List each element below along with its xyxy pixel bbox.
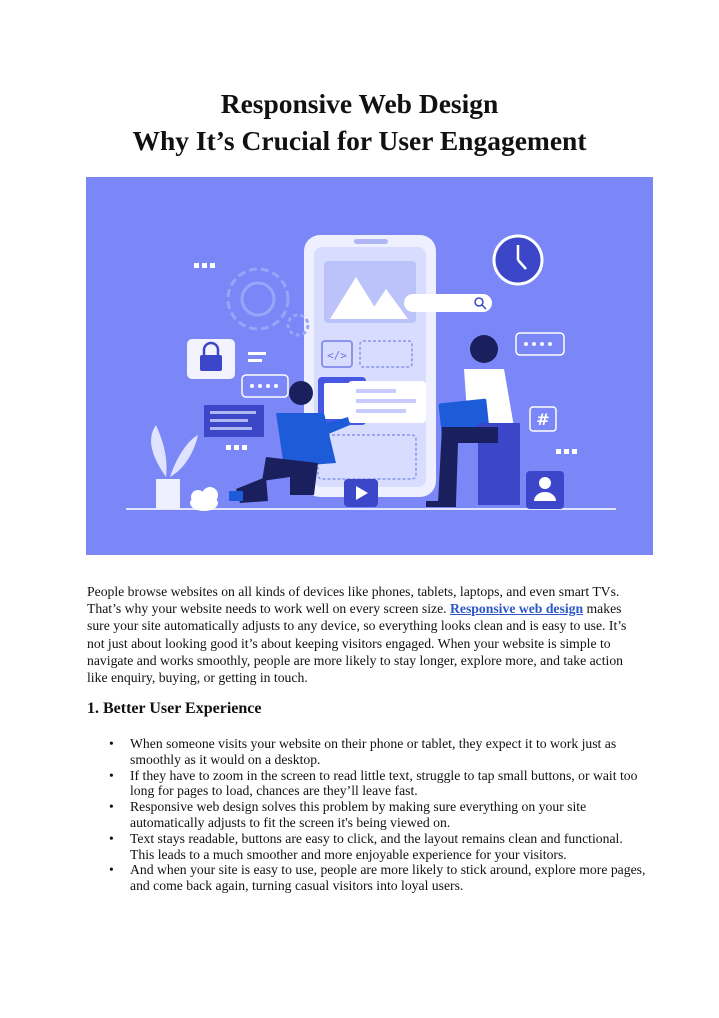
intro-text-before: People browse websites on all kinds of devices like phones, tablets, laptops, and even smart TVs. That’s why your website needs to work well on every screen size. [87, 584, 620, 617]
list-item [87, 831, 647, 863]
page-subtitle: Why It’s Crucial for User Engagement [132, 125, 587, 156]
clock-icon [494, 236, 542, 284]
search-bar-icon [404, 294, 492, 312]
mountain-image-icon [324, 261, 416, 323]
page-title: Responsive Web Design [220, 88, 499, 119]
list-item-text: If they have to zoom in the screen to read little text, struggle to tap small buttons, or wait too long for pages to load, chances are they’ll leave fast. [130, 767, 638, 799]
bullet-icon: • [109, 799, 114, 815]
list-item-text: And when your site is easy to use, people are more likely to stick around, explore more pages, and come back again, turning casual visitors into loyal users. [130, 862, 646, 894]
lock-icon [187, 339, 235, 379]
user-icon [526, 471, 564, 509]
bullet-icon: • [109, 830, 114, 846]
plant-icon [151, 425, 198, 509]
list-item-text: When someone visits your website on their phone or tablet, they expect it to work just as smoothly as it would on a desktop. [130, 736, 617, 767]
play-icon [344, 479, 378, 507]
list-item [87, 862, 647, 894]
list-item-text: Responsive web design solves this problem by making sure everything on your site automatically adjusts to fit the screen it's being viewed on. [130, 799, 587, 830]
bullet-icon: • [109, 767, 114, 783]
cloud-icon [190, 487, 218, 511]
intro-text-after: makes sure your site automatically adjusts to any device, so everything looks clean and is easy to use. It’s not just about looking good it’s about keeping visitors engaged. When your website is simple to navigate and works smoothly, people are more likely to stay longer, explore more, and take action like enquiry, buying, or getting in touch. [87, 601, 627, 686]
list-item [87, 768, 647, 800]
hashtag-icon [530, 407, 556, 431]
list-item [87, 736, 647, 768]
section-heading: 1. Better User Experience [87, 700, 262, 717]
svg-text:</>: </> [327, 349, 347, 362]
gear-icon [228, 269, 308, 335]
intro-paragraph [87, 583, 635, 686]
bullet-list [87, 736, 647, 894]
list-item-text: Text stays readable, buttons are easy to click, and the layout remains clean and functional. This leads to a much smoother and more enjoyable experience for your visitors. [130, 830, 623, 862]
bullet-icon: • [109, 862, 114, 878]
svg-text:#: # [536, 410, 550, 429]
hero-illustration [86, 177, 653, 555]
list-item [87, 799, 647, 831]
bullet-icon: • [109, 736, 114, 751]
responsive-web-design-link[interactable]: Responsive web design [450, 601, 584, 617]
